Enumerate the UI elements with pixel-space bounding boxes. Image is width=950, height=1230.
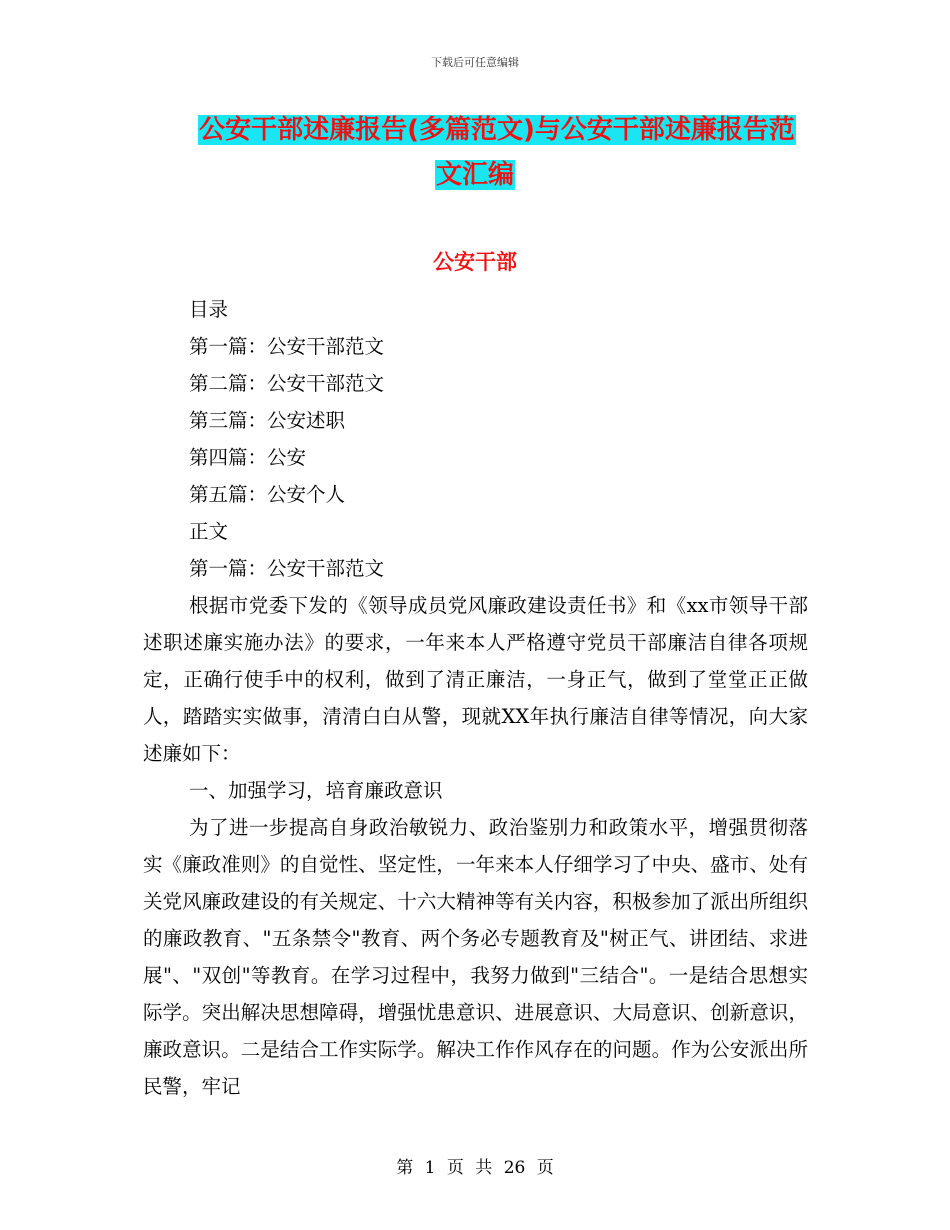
body-paragraph: 根据市党委下发的《领导成员党风廉政建设责任书》和《xx市领导干部述职述廉实施办法》的要求，一年来本人严格遵守党员干部廉洁自律各项规定，正确行使手中的权利，做到了清正廉洁，一身正气，做到了堂堂正正做人，踏踏实实做事，清清白白从警，现就XX年执行廉洁自律等情况，向大家述廉如下： (143, 594, 808, 765)
toc-item: 第五篇：公安个人 (189, 483, 346, 506)
document-title-text-1: 公安干部述廉报告(多篇范文)与公安干部述廉报告范 (199, 115, 795, 145)
document-title-line-2 (0, 158, 950, 192)
table-of-contents (143, 291, 808, 587)
toc-item: 第一篇：公安干部范文 (189, 335, 385, 358)
document-title-line-1 (22, 113, 950, 147)
toc-item: 第四篇：公安 (189, 446, 307, 469)
toc-heading: 目录 (189, 298, 229, 321)
chapter-heading: 第一篇：公安干部范文 (189, 557, 385, 580)
body-paragraph: 为了进一步提高自身政治敏锐力、政治鉴别力和政策水平，增强贯彻落实《廉政准则》的自觉性、坚定性，一年来本人仔细学习了中央、盛市、处有关党风廉政建设的有关规定、十六大精神等有关内容，积极参加了派出所组织的廉政教育、"五条禁令"教育、两个务必专题教育及"树正气、讲团结、求进展"、"双创"等教育。在学习过程中，我努力做到"三结合"。一是结合思想实际学。突出解决思想障碍，增强忧患意识、进展意识、大局意识、创新意识，廉政意识。二是结合工作实际学。解决工作作风存在的问题。作为公安派出所民警，牢记 (143, 816, 808, 1098)
body-text (143, 587, 808, 1105)
subsection-heading: 一、加强学习，培育廉政意识 (189, 779, 443, 802)
body-heading: 正文 (189, 520, 229, 543)
page-header-note: 下载后可任意编辑 (431, 56, 519, 69)
document-title-text-2: 文汇编 (435, 160, 514, 190)
toc-item: 第二篇：公安干部范文 (189, 372, 385, 395)
toc-item: 第三篇：公安述职 (189, 409, 346, 432)
page-footer: 第 1 页 共 26 页 (396, 1158, 554, 1178)
section-title: 公安干部 (433, 250, 517, 274)
